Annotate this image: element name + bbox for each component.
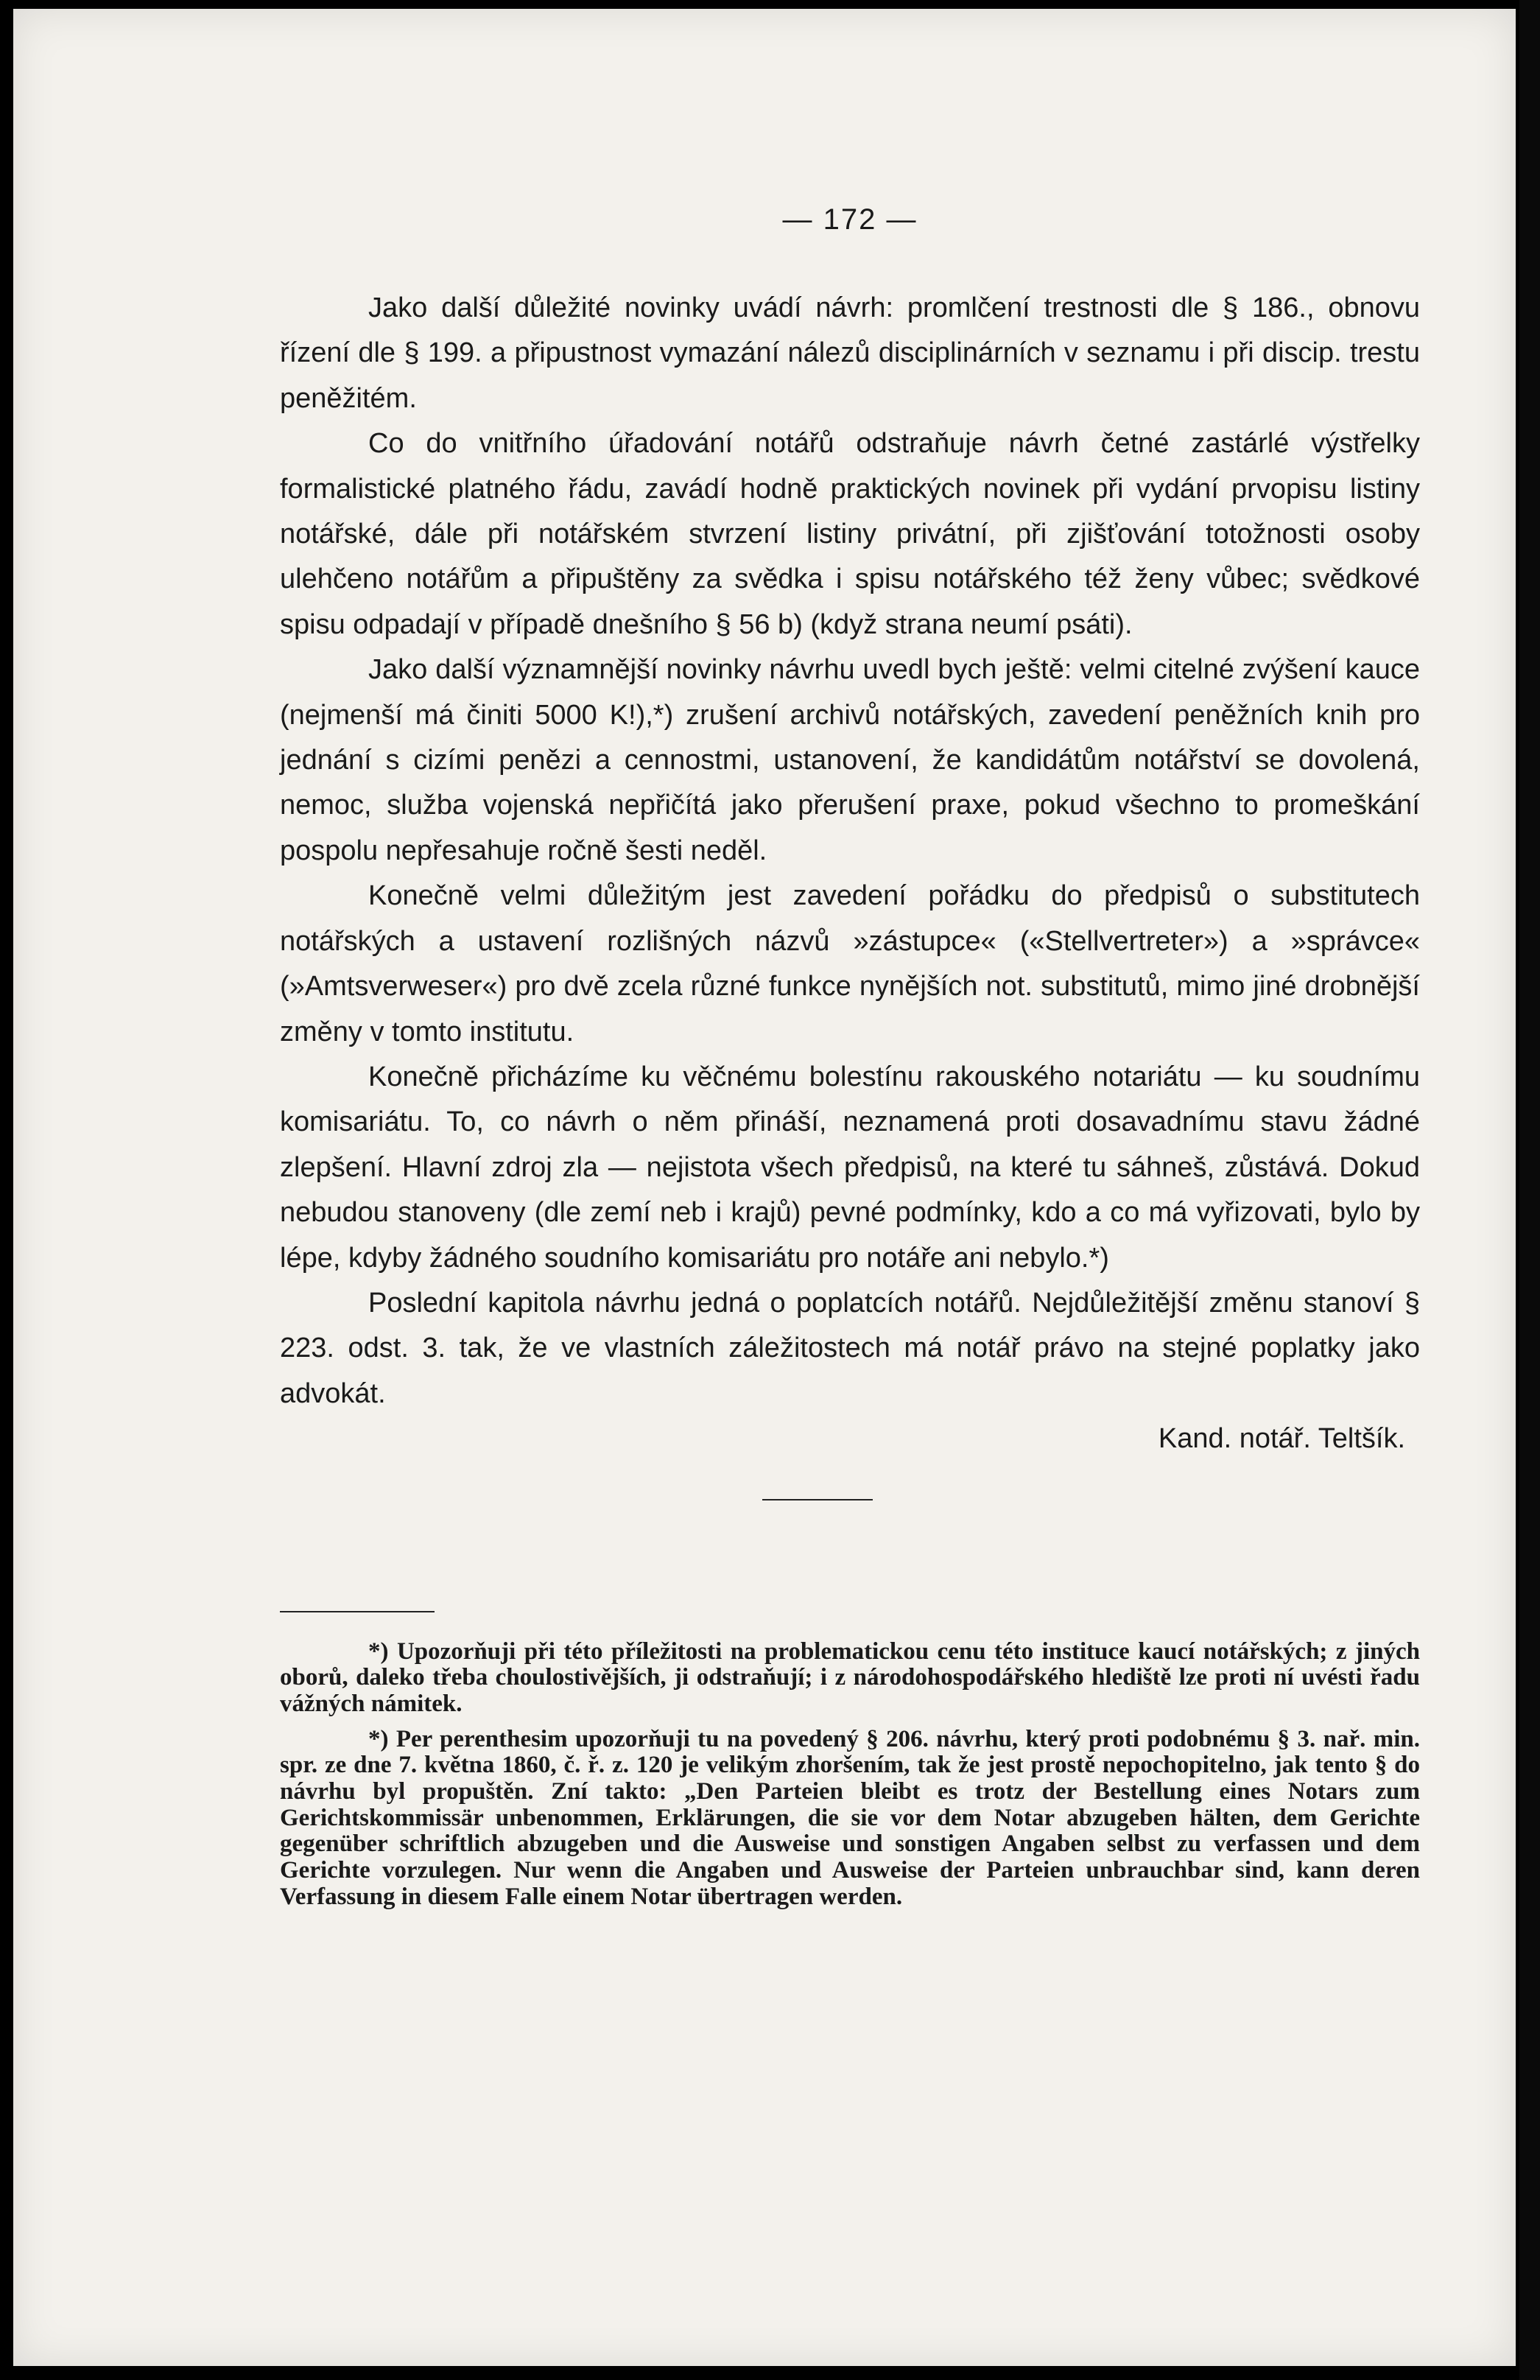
- paragraph: Konečně velmi důležitým jest zavedení pořádku do předpisů o substitutech notářských a ustavení rozlišných názvů »zástupce« («Stellvertreter») a »správce« (»Amtsverweser«) pro dvě zcela různé funkce nynějších not. substitutů, mimo jiné drobnější změny v tomto institutu.: [280, 880, 1420, 1047]
- body-text: [280, 286, 1420, 1417]
- page-number: — 172 —: [782, 203, 918, 236]
- footnote: *) Upozorňuji při této příležitosti na problematickou cenu této instituce kaucí notářských; z jiných oborů, daleko třeba choulostivějších, ji odstraňují; i z národohospodářského hlediště lze proti ní uvésti řadu vážných námitek.: [280, 1637, 1420, 1717]
- section-divider: [762, 1499, 873, 1500]
- paragraph: Konečně přicházíme ku věčnému bolestínu rakouského notariátu — ku soudnímu komisariátu. To, co návrh o něm přináší, neznamená proti dosavadnímu stavu žádné zlepšení. Hlavní zdroj zla — nejistota všech předpisů, na které tu sáhneš, zůstává. Dokud nebudou stanoveny (dle zemí neb i krajů) pevné podmínky, kdo a co má vyřizovati, bylo by lépe, kdyby žádného soudního komisariátu pro notáře ani nebylo.*): [280, 1061, 1420, 1274]
- paragraph: Jako další důležité novinky uvádí návrh: promlčení trestnosti dle § 186., obnovu řízení dle § 199. a připustnost vymazání nálezů disciplinárních v seznamu i při discip. trestu peněžitém.: [280, 292, 1420, 414]
- author-signature: Kand. notář. Teltšík.: [1158, 1423, 1405, 1455]
- paragraph: Co do vnitřního úřadování notářů odstraňuje návrh četné zastárlé výstřelky formalistické platného řádu, zavádí hodně praktických novinek při vydání prvopisu listiny notářské, dále při notářském stvrzení listiny privátní, při zjišťování totožnosti osoby ulehčeno notářům a připuštěny za svědka i spisu notářského též ženy vůbec; svědkové spisu odpadají v případě dnešního § 56 b) (když strana neumí psáti).: [280, 428, 1420, 640]
- paragraph: Poslední kapitola návrhu jedná o poplatcích notářů. Nejdůležitější změnu stanoví § 223. odst. 3. tak, že ve vlastních záležitostech má notář právo na stejné poplatky jako advokát.: [280, 1287, 1420, 1409]
- page-sheet: [13, 9, 1516, 2366]
- footnote: *) Per perenthesim upozorňuji tu na povedený § 206. návrhu, který proti podobnému § 3. nař. min. spr. ze dne 7. května 1860, č. ř. z. 120 je velikým zhoršením, tak že jest prostě nepochopitelno, jak tento § do návrhu byl propuštěn. Zní takto: „Den Parteien bleibt es trotz der Bestellung eines Notars zum Gerichtskommissär unbenommen, Erklärungen, die sie vor dem Notar abzugeben hälten, dem Gerichte gegenüber schriftlich abzugeben und die Ausweise und sonstigen Angaben selbst zu verfassen und dem Gerichte vorzulegen. Nur wenn die Angaben und Ausweise der Parteien unbrauchbar sind, kann deren Verfassung in diesem Falle einem Notar übertragen werden.: [280, 1725, 1420, 1910]
- footnote-divider: [280, 1611, 435, 1612]
- scan-edge: [1519, 0, 1540, 2380]
- page-content: [280, 199, 1420, 1911]
- paragraph: Jako další významnější novinky návrhu uvedl bych ještě: velmi citelné zvýšení kauce (nejmenší má činiti 5000 K!),*) zrušení archivů notářských, zavedení peněžních knih pro jednání s cizími penězi a cennostmi, ustanovení, že kandidátům notářství se dovolená, nemoc, služba vojenská nepřičítá jako přerušení praxe, pokud všechno to promeškání pospolu nepřesahuje ročně šesti neděl.: [280, 654, 1420, 866]
- footnotes: [280, 1639, 1420, 1911]
